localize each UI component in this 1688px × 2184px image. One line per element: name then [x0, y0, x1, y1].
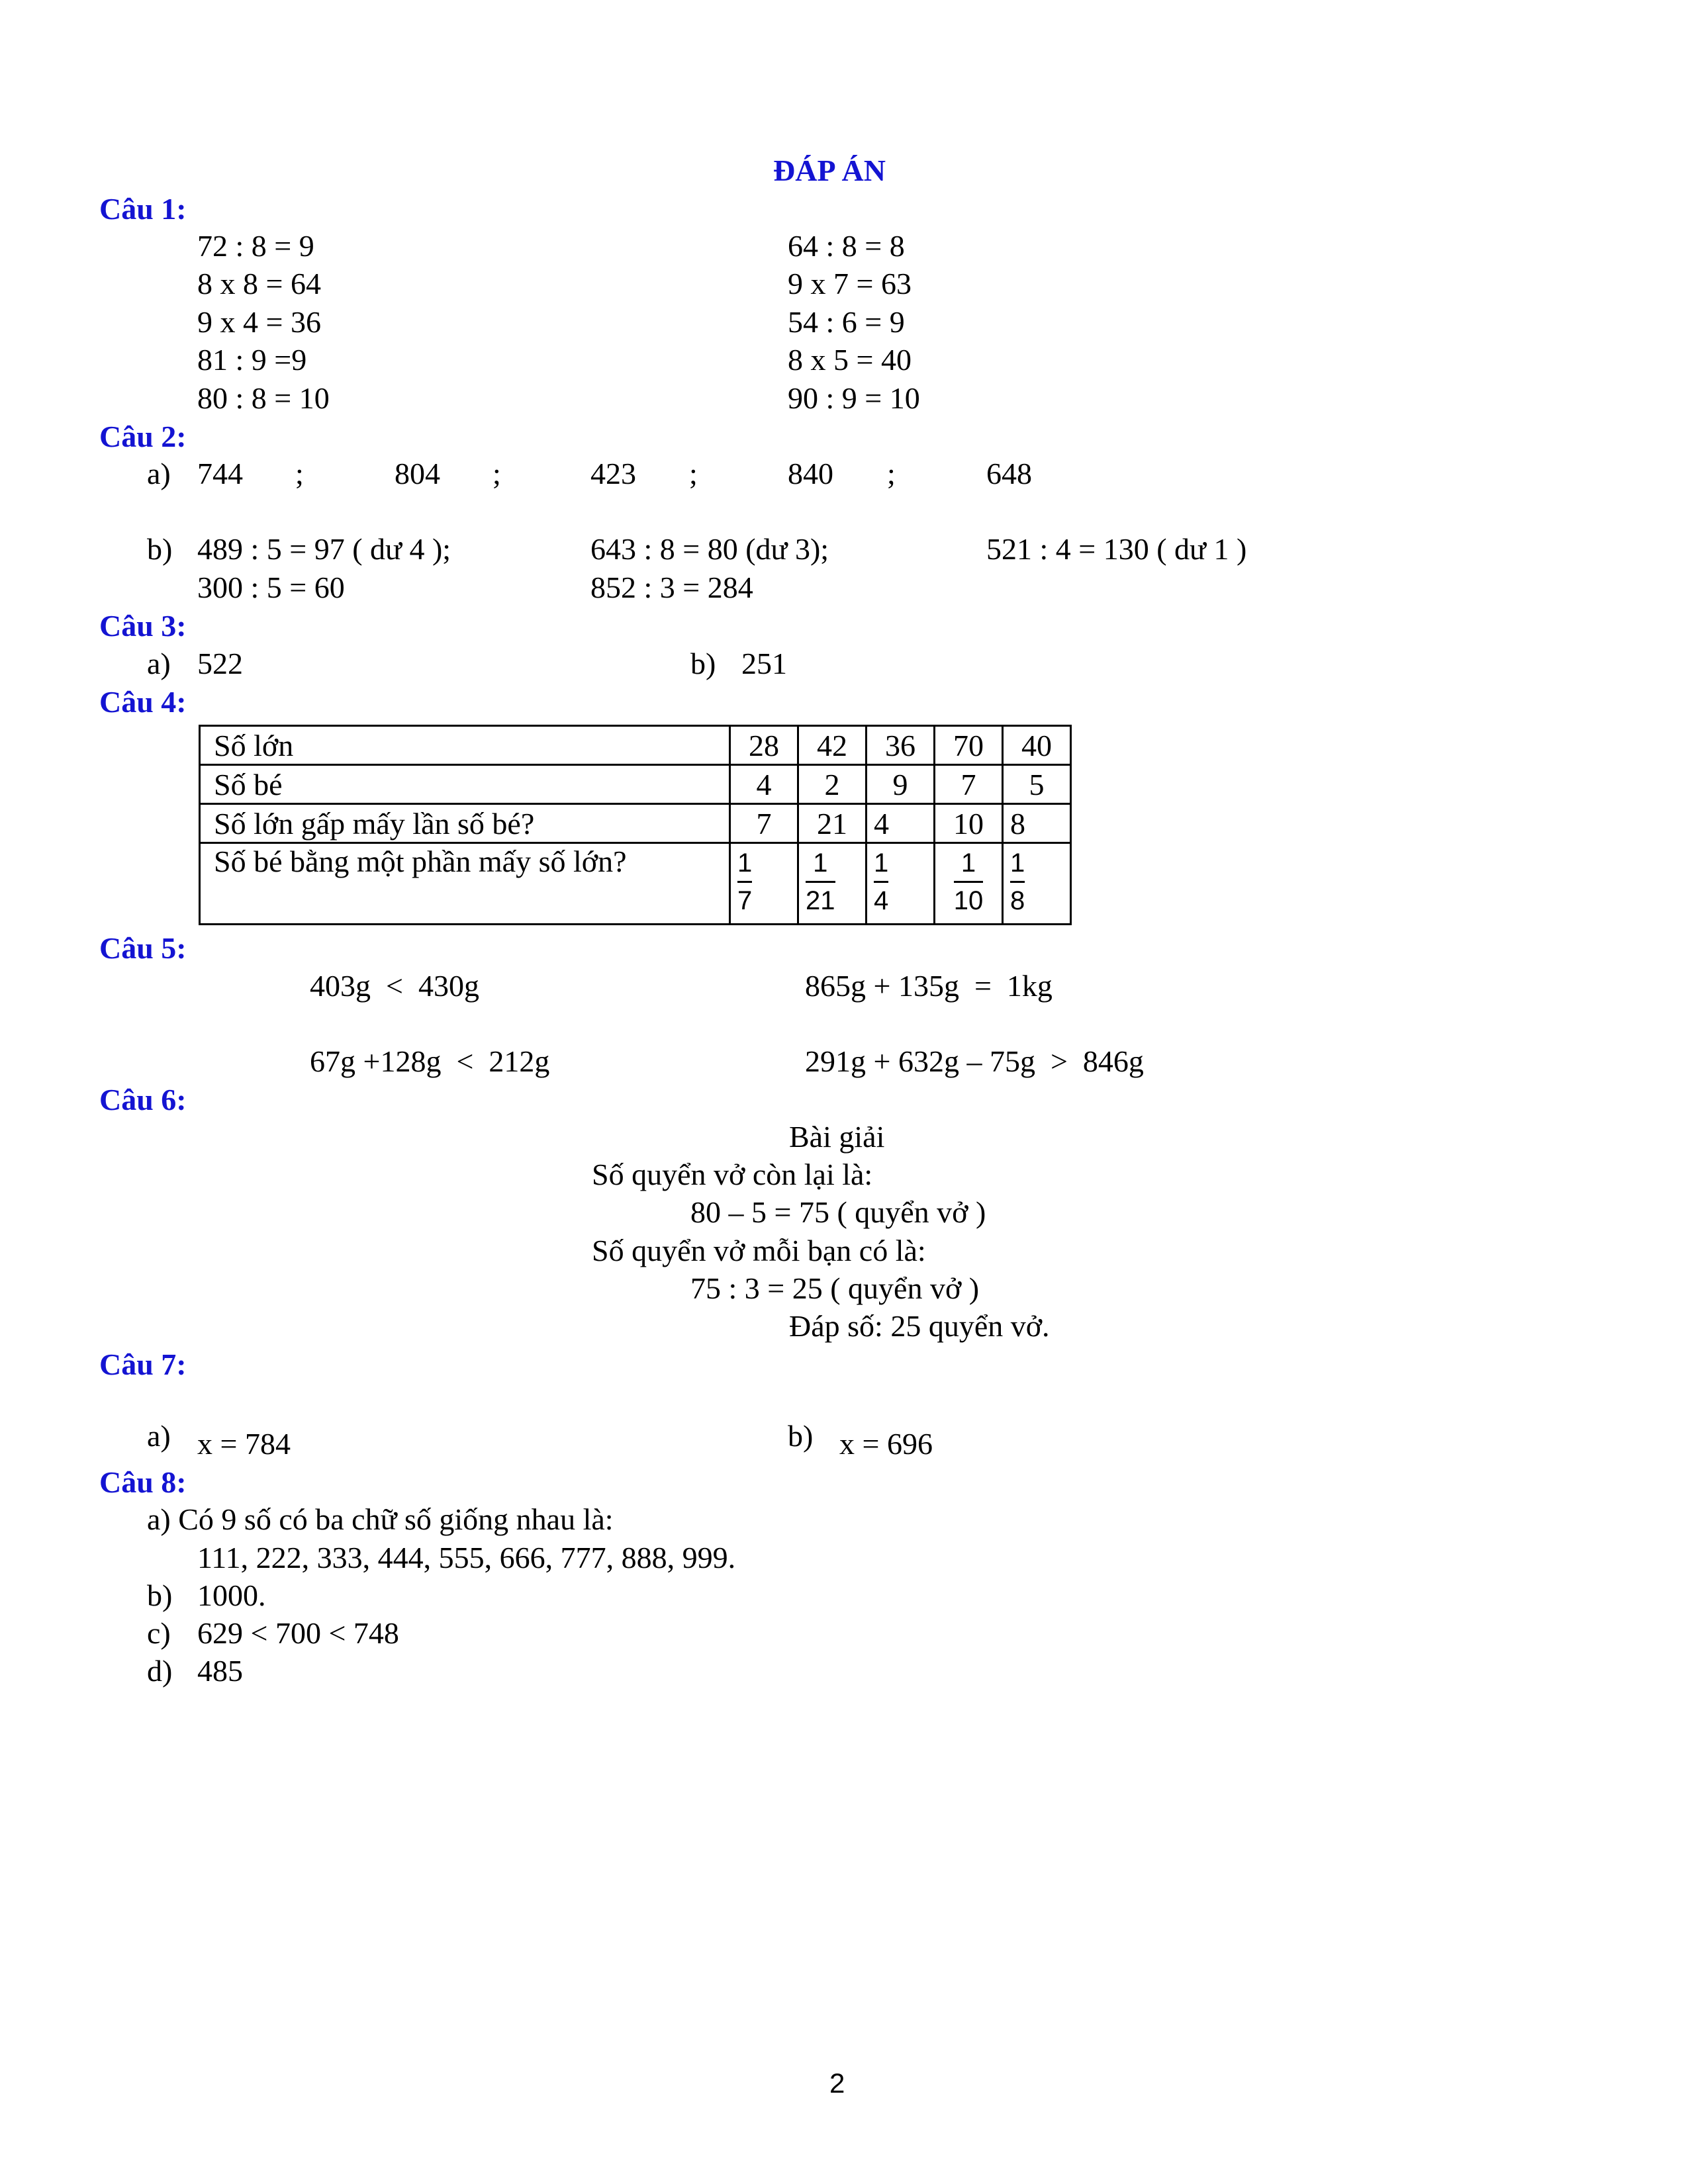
q2-a-marker: a)	[147, 457, 171, 490]
numerator: 1	[813, 848, 828, 878]
page-number: 2	[829, 2068, 845, 2099]
numerator: 1	[874, 848, 889, 878]
ratio-table	[199, 725, 1072, 925]
solution-heading: Bài giải	[789, 1120, 885, 1154]
q2-a-value-4: 840	[788, 457, 833, 490]
solution-line-2: Số quyển vở mỗi bạn có là:	[592, 1234, 926, 1267]
solution-answer: Đáp số: 25 quyển vở.	[789, 1309, 1050, 1343]
fraction	[737, 848, 752, 916]
row-label-large-number: Số lớn	[200, 726, 730, 765]
q7-b-answer: x = 696	[839, 1427, 933, 1461]
table-row	[200, 726, 1071, 765]
q8-c-marker: c)	[147, 1616, 171, 1650]
table-cell: 70	[935, 726, 1003, 765]
row-label-fraction: Số bé bằng một phần mấy số lớn?	[200, 843, 730, 925]
table-row	[200, 843, 1071, 925]
q8-b-marker: b)	[147, 1578, 173, 1612]
table-cell	[730, 843, 798, 925]
q8-a-text: a) Có 9 số có ba chữ số giống nhau là:	[147, 1502, 614, 1536]
q1-left-3: 9 x 4 = 36	[197, 305, 321, 339]
question-8-label: Câu 8:	[99, 1465, 187, 1499]
q5-comparison-3: 67g +128g < 212g	[310, 1044, 550, 1078]
q3-a-marker: a)	[147, 647, 171, 680]
question-5-label: Câu 5:	[99, 931, 187, 965]
q7-b-marker: b)	[788, 1419, 814, 1453]
table-cell: 4	[730, 765, 798, 804]
q2-a-sep-1: ;	[295, 457, 304, 490]
numerator: 1	[961, 848, 976, 878]
q7-a-answer: x = 784	[197, 1427, 291, 1461]
q5-comparison-4: 291g + 632g – 75g > 846g	[805, 1044, 1144, 1078]
q8-d-answer: 485	[197, 1654, 243, 1688]
q2-a-sep-3: ;	[689, 457, 698, 490]
question-6-label: Câu 6:	[99, 1083, 187, 1116]
denominator: 4	[874, 886, 889, 915]
q2-a-value-1: 744	[197, 457, 243, 490]
table-cell	[798, 843, 867, 925]
table-cell	[935, 843, 1003, 925]
table-cell: 21	[798, 804, 867, 843]
q2-a-value-3: 423	[590, 457, 636, 490]
q2-a-value-2: 804	[395, 457, 440, 490]
table-cell: 10	[935, 804, 1003, 843]
table-cell: 5	[1003, 765, 1071, 804]
q8-a-list: 111, 222, 333, 444, 555, 666, 777, 888, 999.	[197, 1541, 736, 1574]
q3-a-answer: 522	[197, 647, 243, 680]
table-cell: 7	[935, 765, 1003, 804]
q1-right-4: 8 x 5 = 40	[788, 343, 912, 377]
q1-right-2: 9 x 7 = 63	[788, 267, 912, 300]
q3-b-answer: 251	[741, 647, 787, 680]
fraction	[954, 848, 984, 916]
q1-right-3: 54 : 6 = 9	[788, 305, 905, 339]
table-cell: 2	[798, 765, 867, 804]
solution-calc-2: 75 : 3 = 25 ( quyển vở )	[690, 1271, 980, 1305]
table-cell: 40	[1003, 726, 1071, 765]
q2-b-item-5: 852 : 3 = 284	[590, 570, 753, 604]
fraction	[806, 848, 835, 916]
table-row	[200, 765, 1071, 804]
denominator: 21	[806, 886, 835, 915]
q8-d-marker: d)	[147, 1654, 173, 1688]
question-7-label: Câu 7:	[99, 1347, 187, 1381]
q2-b-marker: b)	[147, 532, 173, 566]
denominator: 10	[953, 886, 984, 915]
q1-right-5: 90 : 9 = 10	[788, 381, 920, 415]
question-3-label: Câu 3:	[99, 609, 187, 643]
q3-b-marker: b)	[690, 647, 716, 680]
fraction	[874, 848, 888, 916]
table-cell: 7	[730, 804, 798, 843]
q7-a-marker: a)	[147, 1419, 171, 1453]
q1-left-4: 81 : 9 =9	[197, 343, 307, 377]
table-cell: 4	[867, 804, 935, 843]
q8-b-answer: 1000.	[197, 1578, 266, 1612]
solution-calc-1: 80 – 5 = 75 ( quyển vở )	[690, 1195, 986, 1229]
row-label-times: Số lớn gấp mấy lần số bé?	[200, 804, 730, 843]
page-title: ĐÁP ÁN	[773, 154, 886, 187]
table-cell	[867, 843, 935, 925]
q2-b-item-1: 489 : 5 = 97 ( dư 4 );	[197, 532, 451, 566]
table-cell: 9	[867, 765, 935, 804]
q1-right-1: 64 : 8 = 8	[788, 229, 905, 263]
q5-comparison-2: 865g + 135g = 1kg	[805, 969, 1053, 1003]
fraction	[1010, 848, 1025, 916]
question-4-label: Câu 4:	[99, 685, 187, 719]
denominator: 8	[1010, 886, 1025, 915]
row-label-small-number: Số bé	[200, 765, 730, 804]
q2-b-item-3: 521 : 4 = 130 ( dư 1 )	[986, 532, 1247, 566]
question-2-label: Câu 2:	[99, 420, 187, 453]
numerator: 1	[737, 848, 753, 878]
q2-b-item-2: 643 : 8 = 80 (dư 3);	[590, 532, 829, 566]
solution-line-1: Số quyển vở còn lại là:	[592, 1158, 873, 1191]
table-cell: 8	[1003, 804, 1071, 843]
q2-a-sep-4: ;	[887, 457, 896, 490]
q8-c-answer: 629 < 700 < 748	[197, 1616, 399, 1650]
question-1-label: Câu 1:	[99, 192, 187, 226]
q1-left-5: 80 : 8 = 10	[197, 381, 330, 415]
numerator: 1	[1010, 848, 1025, 878]
table-cell: 36	[867, 726, 935, 765]
q1-left-2: 8 x 8 = 64	[197, 267, 321, 300]
q1-left-1: 72 : 8 = 9	[197, 229, 314, 263]
q2-a-sep-2: ;	[492, 457, 501, 490]
denominator: 7	[737, 886, 753, 915]
table-cell: 28	[730, 726, 798, 765]
q5-comparison-1: 403g < 430g	[310, 969, 479, 1003]
table-cell: 42	[798, 726, 867, 765]
table-row	[200, 804, 1071, 843]
q2-b-item-4: 300 : 5 = 60	[197, 570, 345, 604]
table-cell	[1003, 843, 1071, 925]
q2-a-value-5: 648	[986, 457, 1032, 490]
